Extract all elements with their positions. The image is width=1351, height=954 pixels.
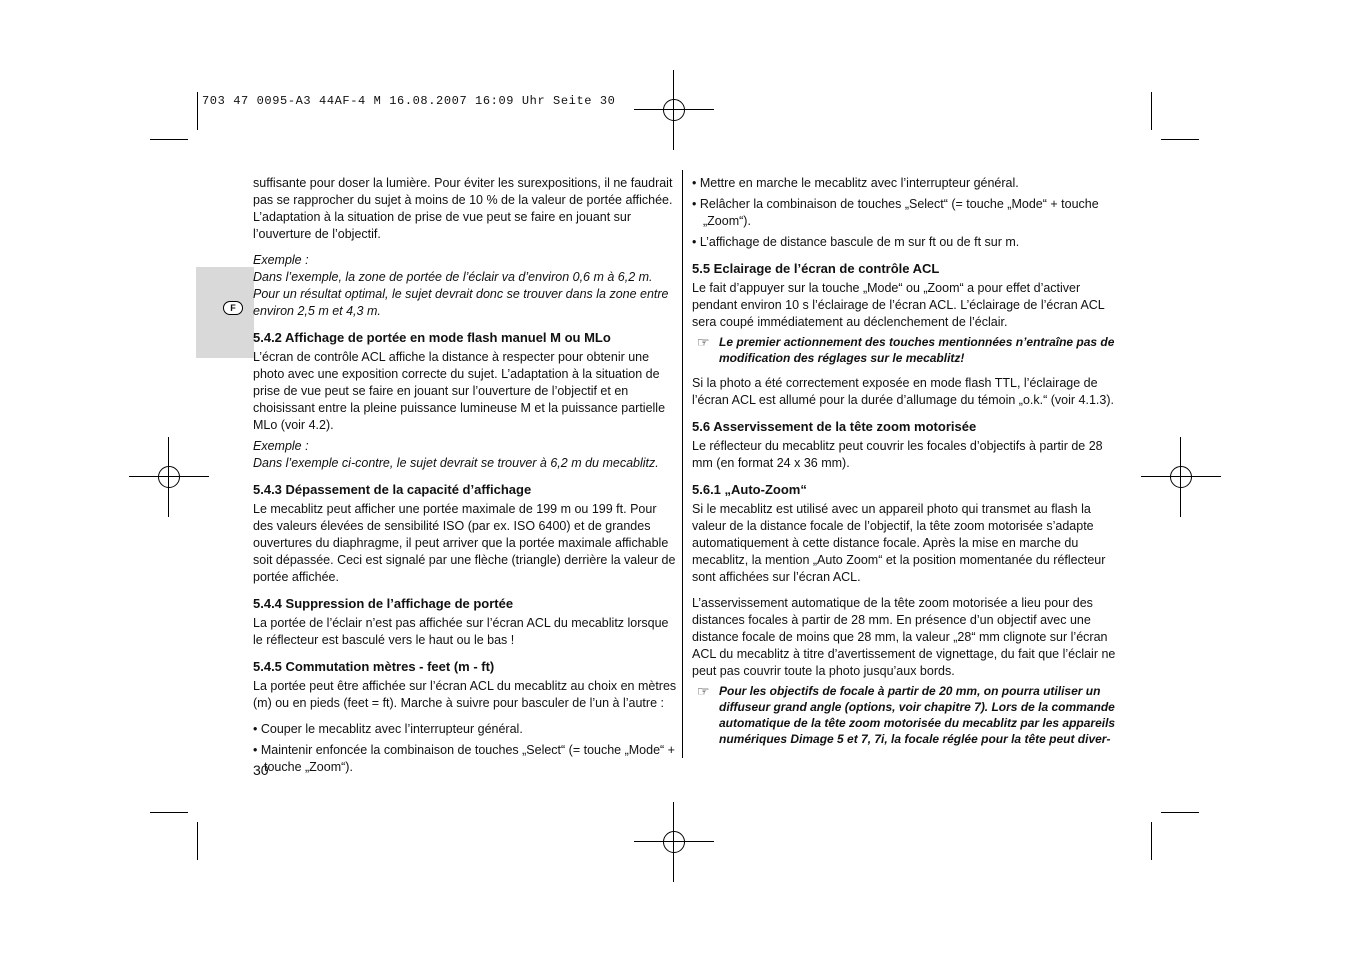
section-heading-5-4-5: 5.4.5 Commutation mètres - feet (m - ft) [253,659,495,674]
crop-mark [197,92,198,130]
section-text-5-5: Le fait d’appuyer sur la touche „Mode“ ou „Zoom“ a pour effet d’activer pendant environ 10 s l’éclairage de l’écran ACL. L’éclairage de l’écran ACL sera coupé immédiatement au déclenchement de l’éclair. [692,281,1105,329]
note-block [692,334,1116,366]
example-text: Dans l’exemple ci-contre, le sujet devrait se trouver à 6,2 m du mecablitz. [253,456,659,470]
note-text: Pour les objectifs de focale à partir de 20 mm, on pourra utiliser un diffuseur grand angle (options, voir chapitre 7). Lors de la commande automatique de la tête zoom motorisée du mecablitz par les appareils numériques Dimage 5 et 7, 7i, la focale réglée pour la tête peut diver- [719,684,1116,746]
section-heading-5-5: 5.5 Eclairage de l’écran de contrôle ACL [692,261,940,276]
crop-mark [150,812,188,813]
section-heading-5-4-4: 5.4.4 Suppression de l’affichage de portée [253,596,514,611]
pointing-hand-icon: ☞ [697,334,710,350]
section-text-5-6-1-b: L’asservissement automatique de la tête zoom motorisée a lieu pour des distances focales à partir de 28 mm. En présence d’un objectif avec une distance focale de moins que 28 mm, la valeur „28“ mm clignote sur l’écran ACL du mecablitz à titre d’avertissement de vignettage, du fait que l’éclair ne peut pas couvrir toute la photo jusqu’aux bords. [692,596,1116,678]
crop-mark [150,139,188,140]
note-text: Le premier actionnement des touches mentionnées n’entraîne pas de modification des réglages sur le mecablitz! [719,335,1115,365]
language-badge: F [223,301,243,315]
language-tab [196,267,254,358]
right-column [692,175,1116,756]
bullet-item: • Mettre en marche le mecablitz avec l’interrupteur général. [692,176,1019,190]
print-slug: 703 47 0095-A3 44AF-4 M 16.08.2007 16:09 Uhr Seite 30 [202,94,616,108]
crop-mark [1151,822,1152,860]
section-heading-5-4-3: 5.4.3 Dépassement de la capacité d’affichage [253,482,532,497]
section-text-5-4-2: L’écran de contrôle ACL affiche la distance à respecter pour obtenir une photo avec une exposition correcte du sujet. L’adaptation à la situation de prise de vue peut se faire en jouant sur l’ouverture de l’objectif et en choisissant entre la pleine puissance lumineuse M et la puissance partielle MLo (voir 4.2). [253,350,666,432]
page-number: 30 [253,762,269,778]
section-text-5-5-b: Si la photo a été correctement exposée en mode flash TTL, l’éclairage de l’écran ACL est allumé pour la durée d’allumage du témoin „o.k.“ (voir 4.1.3). [692,376,1114,407]
section-text-5-4-3: Le mecablitz peut afficher une portée maximale de 199 m ou 199 ft. Pour des valeurs élevées de sensibilité ISO (par ex. ISO 6400) et de grandes ouvertures du diaphragme, il peut arriver que la portée maximale affichable soit dépassée. Ceci est signalé par une flèche (triangle) derrière la valeur de portée affichée. [253,502,676,584]
section-heading-5-6-1: 5.6.1 „Auto-Zoom“ [692,482,807,497]
example-label: Exemple : [253,253,309,267]
note-block [692,683,1116,747]
crop-mark [1161,812,1199,813]
registration-mark-right [1141,437,1221,517]
registration-mark-bottom [634,802,714,882]
section-heading-5-6: 5.6 Asservissement de la tête zoom motorisée [692,419,977,434]
column-divider [682,170,683,758]
section-heading-5-4-2: 5.4.2 Affichage de portée en mode flash manuel M ou MLo [253,330,611,345]
crop-mark [197,822,198,860]
registration-mark-top [634,70,714,150]
bullet-item: • L’affichage de distance bascule de m sur ft ou de ft sur m. [692,235,1020,249]
example-text: Dans l’exemple, la zone de portée de l’éclair va d’environ 0,6 m à 6,2 m. Pour un résultat optimal, le sujet devrait donc se trouver dans la zone entre environ 2,5 m et 4,3 m. [253,270,669,318]
example-label: Exemple : [253,439,309,453]
section-text-5-6: Le réflecteur du mecablitz peut couvrir les focales d’objectifs à partir de 28 mm (en format 24 x 36 mm). [692,439,1103,470]
bullet-item: • Relâcher la combinaison de touches „Select“ (= touche „Mode“ + touche „Zoom“). [692,197,1099,228]
intro-paragraph: suffisante pour doser la lumière. Pour éviter les surexpositions, il ne faudrait pas se rapprocher du sujet à moins de 10 % de la valeur de portée affichée. L’adaptation à la situation de prise de vue peut se faire en jouant sur l’ouverture de l’objectif. [253,176,673,241]
registration-mark-left [129,437,209,517]
section-text-5-4-5: La portée peut être affichée sur l’écran ACL du mecablitz au choix en mètres (m) ou en pieds (feet = ft). Marche à suivre pour basculer de l’un à l’autre : [253,679,677,710]
section-text-5-6-1-a: Si le mecablitz est utilisé avec un appareil photo qui transmet au flash la valeur de la distance focale de l’objectif, la tête zoom motorisée s’adapte automatiquement à cette distance focale. Après la mise en marche du mecablitz, la mention „Auto Zoom“ et la position momentanée du réflecteur sont affichées sur l’écran ACL. [692,502,1106,584]
bullet-item: • Maintenir enfoncée la combinaison de touches „Select“ (= touche „Mode“ + touche „Zoom“). [253,743,675,774]
section-text-5-4-4: La portée de l’éclair n’est pas affichée sur l’écran ACL du mecablitz lorsque le réflecteur est basculé vers le haut ou le bas ! [253,616,669,647]
left-column [253,175,679,780]
pointing-hand-icon: ☞ [697,683,710,699]
bullet-item: • Couper le mecablitz avec l’interrupteur général. [253,722,523,736]
crop-mark [1151,92,1152,130]
crop-mark [1161,139,1199,140]
